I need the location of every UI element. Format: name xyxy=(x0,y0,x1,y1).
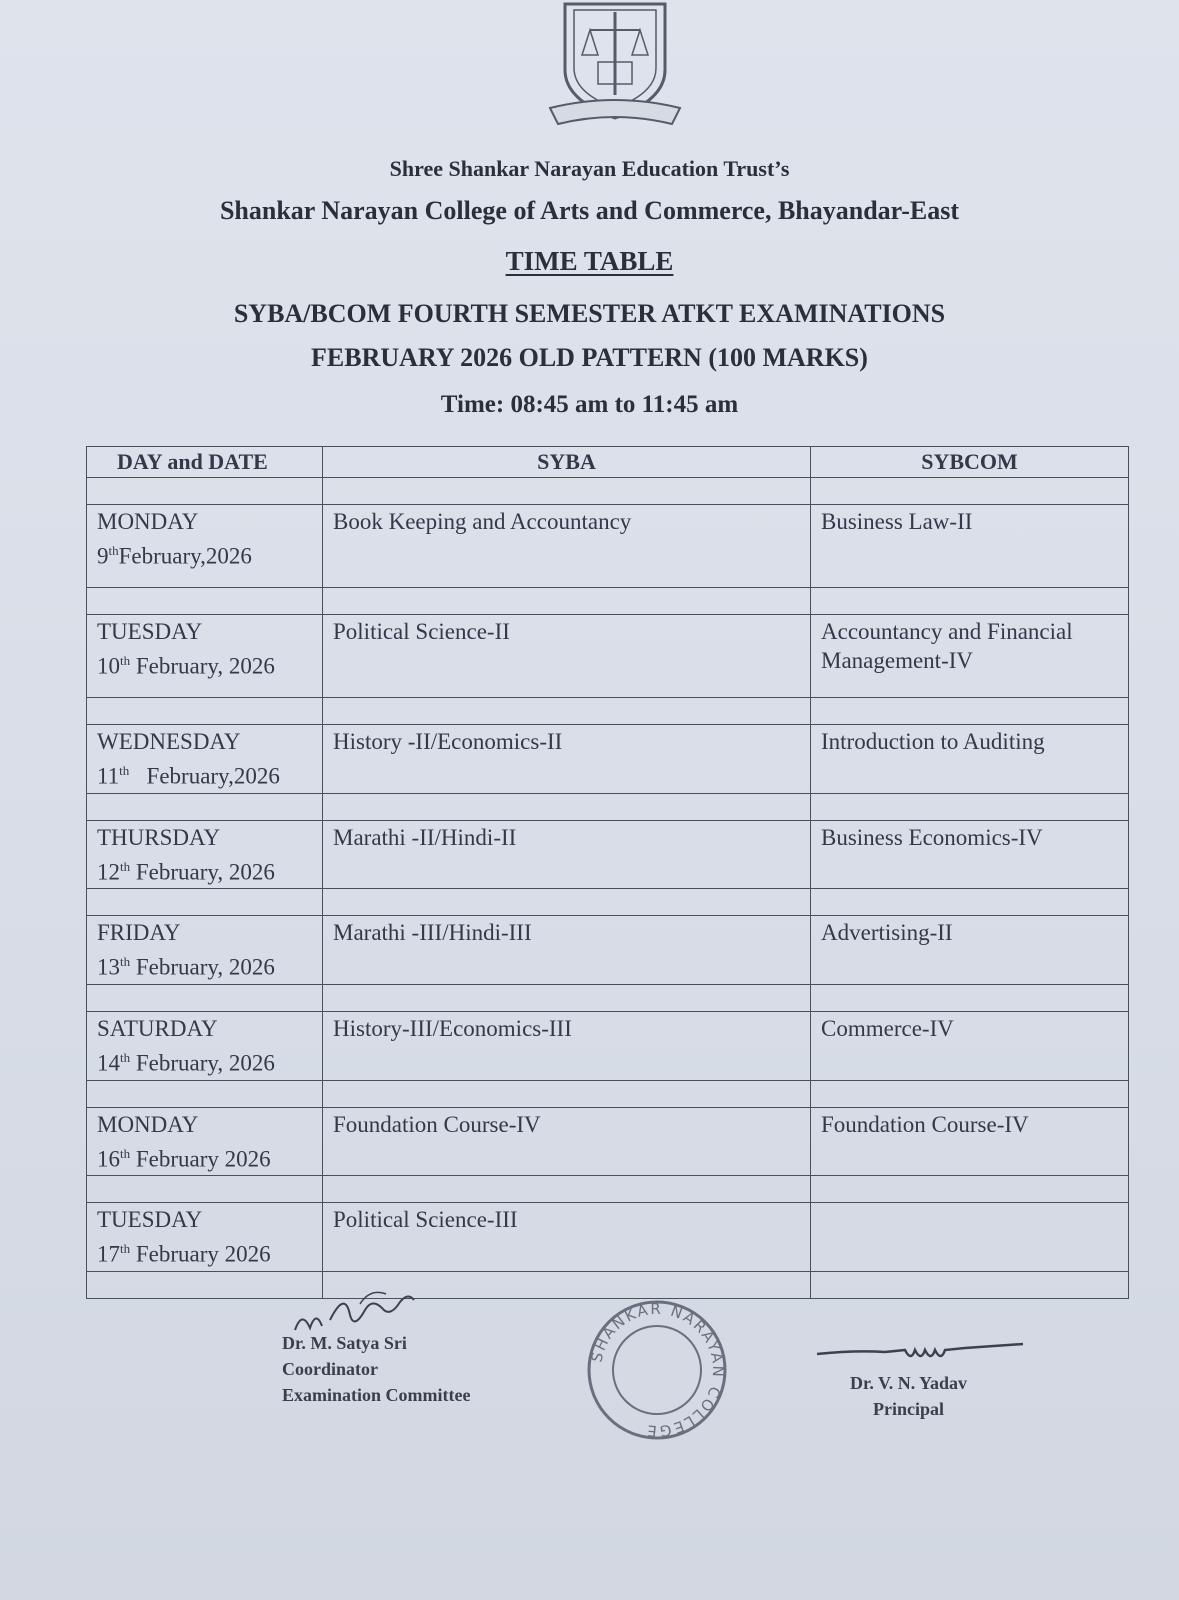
table-row xyxy=(87,1011,1129,1080)
table-row xyxy=(87,725,1129,794)
principal-block xyxy=(850,1370,967,1422)
sybcom-subject: Business Economics-IV xyxy=(811,820,1129,889)
table-row xyxy=(87,820,1129,889)
coordinator-name: Dr. M. Satya Sri xyxy=(282,1333,407,1353)
syba-subject: Foundation Course-IV xyxy=(323,1107,811,1176)
spacer-cell xyxy=(87,588,323,615)
syba-subject: Marathi -III/Hindi-III xyxy=(323,916,811,985)
spacer-cell xyxy=(323,984,811,1011)
spacer-row xyxy=(87,984,1129,1011)
exam-date: 11th February,2026 xyxy=(97,763,280,789)
sybcom-subject: Commerce-IV xyxy=(811,1011,1129,1080)
exam-date: 14th February, 2026 xyxy=(97,1049,275,1076)
syba-subject: Book Keeping and Accountancy xyxy=(323,505,811,588)
spacer-cell xyxy=(87,793,323,820)
day-name: MONDAY xyxy=(97,509,199,534)
day-date-cell xyxy=(87,615,323,698)
spacer-row xyxy=(87,478,1129,505)
spacer-row xyxy=(87,889,1129,916)
table-row xyxy=(87,615,1129,698)
spacer-cell xyxy=(87,984,323,1011)
day-name: WEDNESDAY xyxy=(97,729,241,754)
exam-semester: SYBA/BCOM FOURTH SEMESTER ATKT EXAMINATIONS xyxy=(233,299,946,328)
day-date-cell xyxy=(87,1203,323,1272)
principal-name: Dr. V. N. Yadav xyxy=(850,1373,968,1393)
sybcom-subject: Introduction to Auditing xyxy=(811,725,1129,794)
coordinator-block xyxy=(282,1330,470,1408)
sybcom-subject: Advertising-II xyxy=(811,916,1129,985)
table-row xyxy=(87,505,1129,588)
principal-role: Principal xyxy=(873,1399,945,1419)
table-row xyxy=(87,1107,1129,1176)
header-day-date: DAY and DATE xyxy=(87,447,323,478)
day-name: TUESDAY xyxy=(97,619,203,644)
spacer-cell xyxy=(87,698,323,725)
syba-subject: History-III/Economics-III xyxy=(323,1011,811,1080)
day-name: MONDAY xyxy=(97,1111,199,1137)
spacer-row xyxy=(87,588,1129,615)
table-row xyxy=(87,1203,1129,1272)
spacer-cell xyxy=(323,889,811,916)
exam-pattern: FEBRUARY 2026 OLD PATTERN (100 MARKS) xyxy=(311,343,868,372)
exam-date: 10th February, 2026 xyxy=(97,653,275,679)
spacer-cell xyxy=(811,1271,1129,1298)
spacer-cell xyxy=(87,1271,323,1298)
exam-date: 17th February 2026 xyxy=(97,1241,271,1267)
document-title: TIME TABLE xyxy=(505,246,674,276)
spacer-cell xyxy=(323,588,811,615)
spacer-row xyxy=(87,1080,1129,1107)
day-date-cell xyxy=(87,1107,323,1176)
spacer-cell xyxy=(811,698,1129,725)
day-date-cell xyxy=(87,1011,323,1080)
exam-date: 9thFebruary,2026 xyxy=(97,543,252,569)
day-name: TUESDAY xyxy=(97,1207,203,1233)
header-syba: SYBA xyxy=(323,447,811,478)
syba-subject: Marathi -II/Hindi-II xyxy=(323,820,811,889)
spacer-cell xyxy=(87,1080,323,1107)
syba-subject: History -II/Economics-II xyxy=(323,725,811,794)
day-date-cell xyxy=(87,725,323,794)
svg-text:SHANKAR NARAYAN COLLEGE: SHANKAR NARAYAN COLLEGE xyxy=(587,1299,728,1441)
spacer-row xyxy=(87,1176,1129,1203)
exam-date: 16th February 2026 xyxy=(97,1145,271,1172)
college-seal-icon xyxy=(582,1295,732,1445)
spacer-cell xyxy=(811,1176,1129,1203)
sybcom-subject xyxy=(811,1203,1129,1272)
spacer-cell xyxy=(323,698,811,725)
spacer-cell xyxy=(811,889,1129,916)
spacer-cell xyxy=(811,1080,1129,1107)
spacer-cell xyxy=(323,1080,811,1107)
exam-date: 12th February, 2026 xyxy=(97,858,275,885)
sybcom-subject: Business Law-II xyxy=(811,505,1129,588)
spacer-cell xyxy=(811,478,1129,505)
spacer-cell xyxy=(87,478,323,505)
syba-subject: Political Science-III xyxy=(323,1203,811,1272)
table-row xyxy=(87,916,1129,985)
spacer-cell xyxy=(87,1176,323,1203)
trust-name: Shree Shankar Narayan Education Trust’s xyxy=(389,156,790,181)
spacer-cell xyxy=(87,889,323,916)
principal-signature xyxy=(815,1340,1025,1370)
sybcom-subject: Foundation Course-IV xyxy=(811,1107,1129,1176)
spacer-cell xyxy=(811,588,1129,615)
spacer-cell xyxy=(323,478,811,505)
college-name: Shankar Narayan College of Arts and Commerce, Bhayandar-East xyxy=(219,196,960,225)
timetable xyxy=(86,446,1129,1299)
coordinator-committee: Examination Committee xyxy=(282,1385,471,1405)
exam-date: 13th February, 2026 xyxy=(97,954,275,980)
spacer-cell xyxy=(811,793,1129,820)
day-date-cell xyxy=(87,916,323,985)
day-date-cell xyxy=(87,820,323,889)
day-date-cell xyxy=(87,505,323,588)
exam-time: Time: 08:45 am to 11:45 am xyxy=(440,391,739,418)
coordinator-role: Coordinator xyxy=(282,1359,378,1379)
college-crest-icon xyxy=(540,0,690,135)
spacer-row xyxy=(87,698,1129,725)
spacer-cell xyxy=(323,1176,811,1203)
spacer-row xyxy=(87,793,1129,820)
day-name: SATURDAY xyxy=(97,1015,218,1041)
syba-subject: Political Science-II xyxy=(323,615,811,698)
day-name: FRIDAY xyxy=(97,920,181,946)
table-header-row xyxy=(87,447,1129,478)
spacer-cell xyxy=(323,793,811,820)
sybcom-subject: Accountancy and Financial Management-IV xyxy=(811,615,1129,698)
spacer-cell xyxy=(811,984,1129,1011)
day-name: THURSDAY xyxy=(97,824,221,850)
header-sybcom: SYBCOM xyxy=(811,447,1129,478)
